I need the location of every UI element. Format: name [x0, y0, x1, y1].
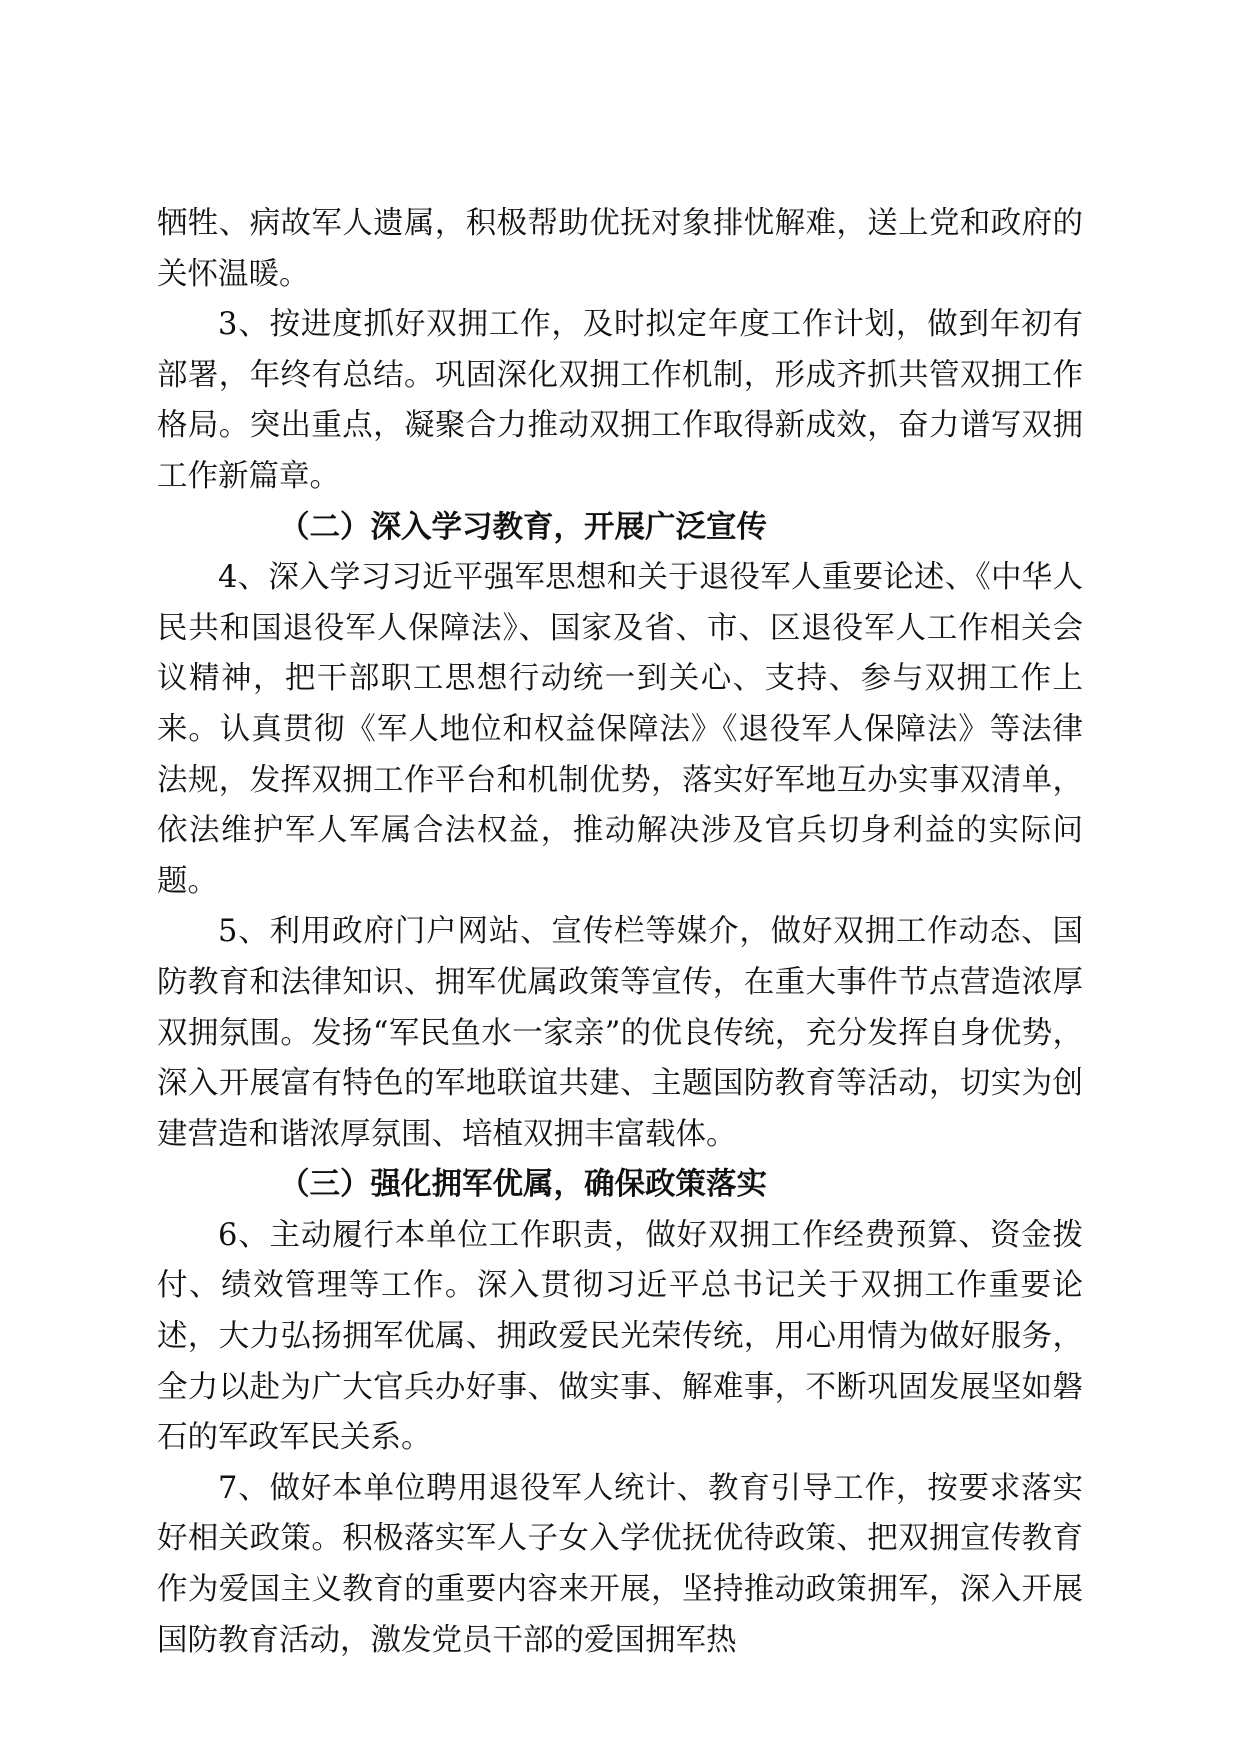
- paragraph-item-3: 3、按进度抓好双拥工作，及时拟定年度工作计划，做到年初有部署，年终有总结。巩固深化双拥工作机制，形成齐抓共管双拥工作格局。突出重点，凝聚合力推动双拥工作取得新成效，奋力谱写双拥工作新篇章。: [157, 307, 1083, 494]
- paragraph-item-4: 4、深入学习习近平强军思想和关于退役军人重要论述、《中华人民共和国退役军人保障法》、国家及省、市、区退役军人工作相关会议精神，把干部职工思想行动统一到关心、支持、参与双拥工作上来。认真贯彻《军人地位和权益保障法》《退役军人保障法》等法律法规，发挥双拥工作平台和机制优势，落实好军地互办实事双清单，依法维护军人军属合法权益，推动解决涉及官兵切身利益的实际问题。: [157, 560, 1083, 899]
- section-heading-2: （二）深入学习教育，开展广泛宣传: [279, 509, 767, 545]
- section-heading-3: （三）强化拥军优属，确保政策落实: [279, 1167, 767, 1203]
- paragraph-item-5: 5、利用政府门户网站、宣传栏等媒介，做好双拥工作动态、国防教育和法律知识、拥军优属政策等宣传，在重大事件节点营造浓厚双拥氛围。发扬“军民鱼水一家亲”的优良传统，充分发挥自身优势，深入开展富有特色的军地联谊共建、主题国防教育等活动，切实为创建营造和谐浓厚氛围、培植双拥丰富载体。: [157, 914, 1083, 1152]
- paragraph-item-6: 6、主动履行本单位工作职责，做好双拥工作经费预算、资金拨付、绩效管理等工作。深入贯彻习近平总书记关于双拥工作重要论述，大力弘扬拥军优属、拥政爱民光荣传统，用心用情为做好服务，全力以赴为广大官兵办好事、做实事、解难事，不断巩固发展坚如磐石的军政军民关系。: [157, 1217, 1083, 1456]
- document-body: [157, 199, 1083, 1666]
- paragraph-item-7: 7、做好本单位聘用退役军人统计、教育引导工作，按要求落实好相关政策。积极落实军人子女入学优抚优待政策、把双拥宣传教育作为爱国主义教育的重要内容来开展，坚持推动政策拥军，深入开展国防教育活动，激发党员干部的爱国拥军热: [157, 1470, 1083, 1658]
- paragraph-continuation: 牺牲、病故军人遗属，积极帮助优抚对象排忧解难，送上党和政府的关怀温暖。: [157, 206, 1083, 292]
